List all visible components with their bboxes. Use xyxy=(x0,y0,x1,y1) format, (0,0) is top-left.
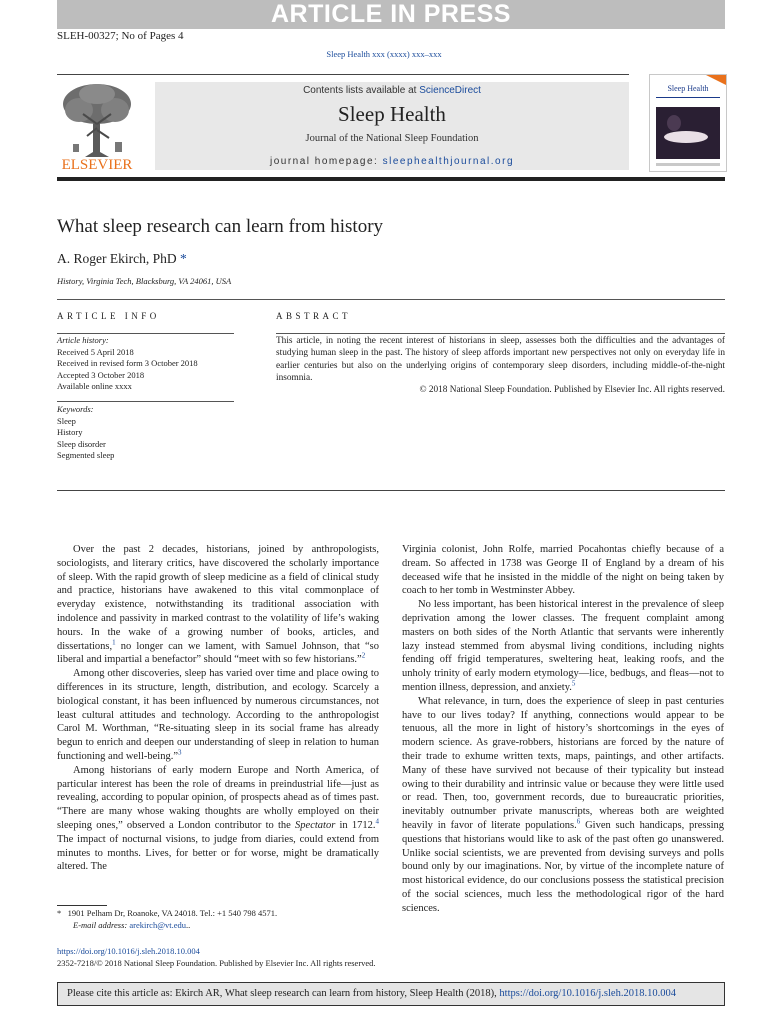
elsevier-wordmark: ELSEVIER xyxy=(61,157,133,172)
spectator-title: Spectator xyxy=(295,819,336,831)
email-suffix: .. xyxy=(186,919,191,930)
body-text: Given such handicaps, pressing questions that historians would like to ask of the past often go unanswered. Unlike social scientists, we are prevented from devising surveys and polls bound only by our imaginations. Nor, by virtue of the incomplete nature of most historical evidence, do our conclusions possess the statistical precision of the social sciences, much less the methodological rigor of the hard sciences. xyxy=(402,819,724,914)
contents-line xyxy=(155,85,629,96)
body-text: in 1712. xyxy=(335,819,376,831)
keywords-label: Keywords: xyxy=(57,404,94,414)
history-item: Accepted 3 October 2018 xyxy=(57,369,145,380)
body-text: No less important, has been historical interest in the prevalence of sleep deprivation among the lower classes. The frequent complaint among masters on both sides of the North Atlantic that servants were inherently lazy instead stemmed from abysmal living conditions, including nights fending off frigid temperatures, sweltering heat, leaking roofs, and the unholy trinity of early modern etymology—lice, bedbugs, and fleas—not to mention illness, depression, and anxiety. xyxy=(402,599,724,693)
cover-illustration xyxy=(650,75,726,171)
footnote-address-text: 1901 Pelham Dr, Roanoke, VA 24018. Tel.: +1 540 798 4571. xyxy=(67,908,278,918)
reference-6[interactable]: 6 xyxy=(576,817,581,826)
issn-line: 2352-7218/© 2018 National Sleep Foundation. Published by Elsevier Inc. All rights reserved. xyxy=(57,957,376,968)
journal-title: Sleep Health xyxy=(338,102,446,126)
article-history xyxy=(57,335,234,393)
history-item: Received in revised form 3 October 2018 xyxy=(57,358,198,368)
history-item: Available online xxxx xyxy=(57,381,132,391)
body-paragraph xyxy=(402,598,724,695)
keywords-list xyxy=(57,404,234,462)
body-paragraph xyxy=(57,543,379,667)
author-name: A. Roger Ekirch, PhD xyxy=(57,251,177,266)
cover-title: Sleep Health xyxy=(667,84,709,93)
abstract-heading: ABSTRACT xyxy=(276,311,352,321)
reference-2[interactable]: 2 xyxy=(361,651,366,660)
citation-doi-link[interactable]: https://doi.org/10.1016/j.sleh.2018.10.004 xyxy=(499,988,676,999)
author-footnote-mark[interactable]: * xyxy=(179,251,187,266)
author-line xyxy=(57,251,187,267)
article-title: What sleep research can learn from history xyxy=(57,216,384,237)
doi-link[interactable]: https://doi.org/10.1016/j.sleh.2018.10.004 xyxy=(57,946,200,956)
journal-cover-image xyxy=(649,74,727,172)
keywords-rule xyxy=(57,401,234,402)
body-text: Among historians of early modern Europe and North America, of particular interest has been the role of dreams in preindustrial life—just as revealing, according to popular opinion, of prospects ahead as of times past. “There are many whose waking thoughts are wholly employed on their sleeping ones,” observed a London contributor to the xyxy=(57,764,379,831)
body-column-right xyxy=(402,543,724,916)
body-text: Virginia colonist, John Rolfe, married Pocahontas chiefly because of a dream. So affected in 1738 was George II of England by a dream of his deceased wife that he insisted in the middle of the night on being taken by coach to her tomb in Westminster Abbey. xyxy=(402,544,724,597)
citation-box xyxy=(57,982,725,1006)
abstract-copyright: © 2018 National Sleep Foundation. Published by Elsevier Inc. All rights reserved. xyxy=(419,385,725,396)
footnote-rule xyxy=(57,905,107,906)
homepage-link[interactable]: sleephealthjournal.org xyxy=(382,156,515,167)
doi-block xyxy=(57,946,376,969)
contents-prefix: Contents lists available at xyxy=(303,85,420,96)
citation-text: Please cite this article as: Ekirch AR, What sleep research can learn from history, Sleep Health (2018), xyxy=(67,988,500,999)
elsevier-logo xyxy=(57,80,137,172)
body-paragraph xyxy=(402,695,724,916)
masthead-bottom-rule xyxy=(57,177,725,181)
author-affiliation: History, Virginia Tech, Blacksburg, VA 24061, USA xyxy=(57,276,232,286)
body-text: What relevance, in turn, does the experience of sleep in past centuries have to our lives today? If anything, connections would appear to be tenuous, all the more in light of history’s shortcomings in the eyes of modern science. As grave-robbers, historians are forced by the nature of their trade to exhume written texts, maps, paintings, and other artifacts. Many of these have survived not because of their typicality but instead owing to their durability and intrinsic value or because they were little used or read. Then, too, government records, due to bureaucratic priorities, inevitably outnumber private manuscripts, whereas both are weighted heavily in favor of literate populations. xyxy=(402,695,724,831)
reference-4[interactable]: 4 xyxy=(375,817,379,826)
header-divider xyxy=(57,299,725,300)
history-item: Received 5 April 2018 xyxy=(57,346,134,357)
abstract-body xyxy=(276,335,725,396)
body-paragraph xyxy=(402,543,724,598)
running-head-link[interactable]: Sleep Health xxx (xxxx) xxx–xxx xyxy=(326,49,442,59)
elsevier-tree-icon xyxy=(63,84,131,157)
body-text: Among other discoveries, sleep has varied over time and place owing to differences in its structure, length, distribution, and ecology. Scarcely a biological constant, it has been influenced by numerous circumstances, not least cultural attitudes and technology. According to the anthropologist Carol M. Worthman, “Re-situating sleep in its social frame has already begun to enrich and deepen our understanding of sleep in relation to human functioning and well-being.” xyxy=(57,668,379,762)
body-paragraph xyxy=(57,764,379,874)
body-text: Over the past 2 decades, historians, joined by anthropologists, sociologists, and literary critics, have discovered the scholarly importance of sleep. With the rapid growth of sleep medicine as a field of clinical study and practice, historians have awakened to this vital commonplace of everyday existence, notwithstanding its traditional association with indolence and passivity in marked contrast to the volatility of life’s waking hours. In the wake of a growing number of books, articles, and dissertations, xyxy=(57,544,379,652)
reference-3[interactable]: 3 xyxy=(178,748,182,757)
body-paragraph xyxy=(57,667,379,764)
front-matter-divider xyxy=(57,490,725,491)
email-link[interactable]: arekirch@vt.edu xyxy=(129,919,187,930)
body-text: no longer can we lament, with Samuel Johnson, that “so liberal and impartial a benefactor” should “meet with so few historians.” xyxy=(57,640,379,666)
keyword-item: Segmented sleep xyxy=(57,450,115,460)
footnote-mark: * xyxy=(57,908,62,918)
article-info-heading: ARTICLE INFO xyxy=(57,311,160,321)
reference-5[interactable]: 5 xyxy=(571,679,576,688)
article-in-press-banner: ARTICLE IN PRESS xyxy=(57,0,725,29)
article-info-rule xyxy=(57,333,234,334)
reference-1[interactable]: 1 xyxy=(112,638,116,647)
journal-homepage xyxy=(155,156,629,167)
keyword-item: History xyxy=(57,427,83,437)
abstract-rule xyxy=(276,333,725,334)
masthead-top-rule xyxy=(57,74,629,75)
abstract-text: This article, in noting the recent interest of historians in sleep, assesses both the difficulties and the advantages of studying human sleep in the past. The history of sleep affords important new perspectives not only on everyday life in earlier centuries but also on the underlying origins of contemporary sleep disorders, including middle-of-the-night insomnia. xyxy=(276,336,725,383)
journal-subtitle: Journal of the National Sleep Foundation xyxy=(305,133,479,144)
journal-masthead xyxy=(155,82,629,170)
body-text: The impact of nocturnal visions, to judge from diaries, could extend from minutes to months. Lives, for better or for worse, might be dramatically altered. The xyxy=(57,833,379,873)
homepage-prefix: journal homepage: xyxy=(269,156,383,167)
manuscript-id: SLEH-00327; No of Pages 4 xyxy=(57,30,184,42)
body-column-left xyxy=(57,543,379,874)
running-head[interactable] xyxy=(0,49,768,59)
sciencedirect-link[interactable]: ScienceDirect xyxy=(419,85,481,96)
keyword-item: Sleep disorder xyxy=(57,438,106,449)
footnote-address xyxy=(57,908,377,920)
history-label: Article history: xyxy=(57,335,109,345)
keyword-item: Sleep xyxy=(57,415,76,426)
email-label: E-mail address: xyxy=(73,919,130,930)
author-footnote xyxy=(57,908,377,931)
footnote-email xyxy=(57,920,377,932)
